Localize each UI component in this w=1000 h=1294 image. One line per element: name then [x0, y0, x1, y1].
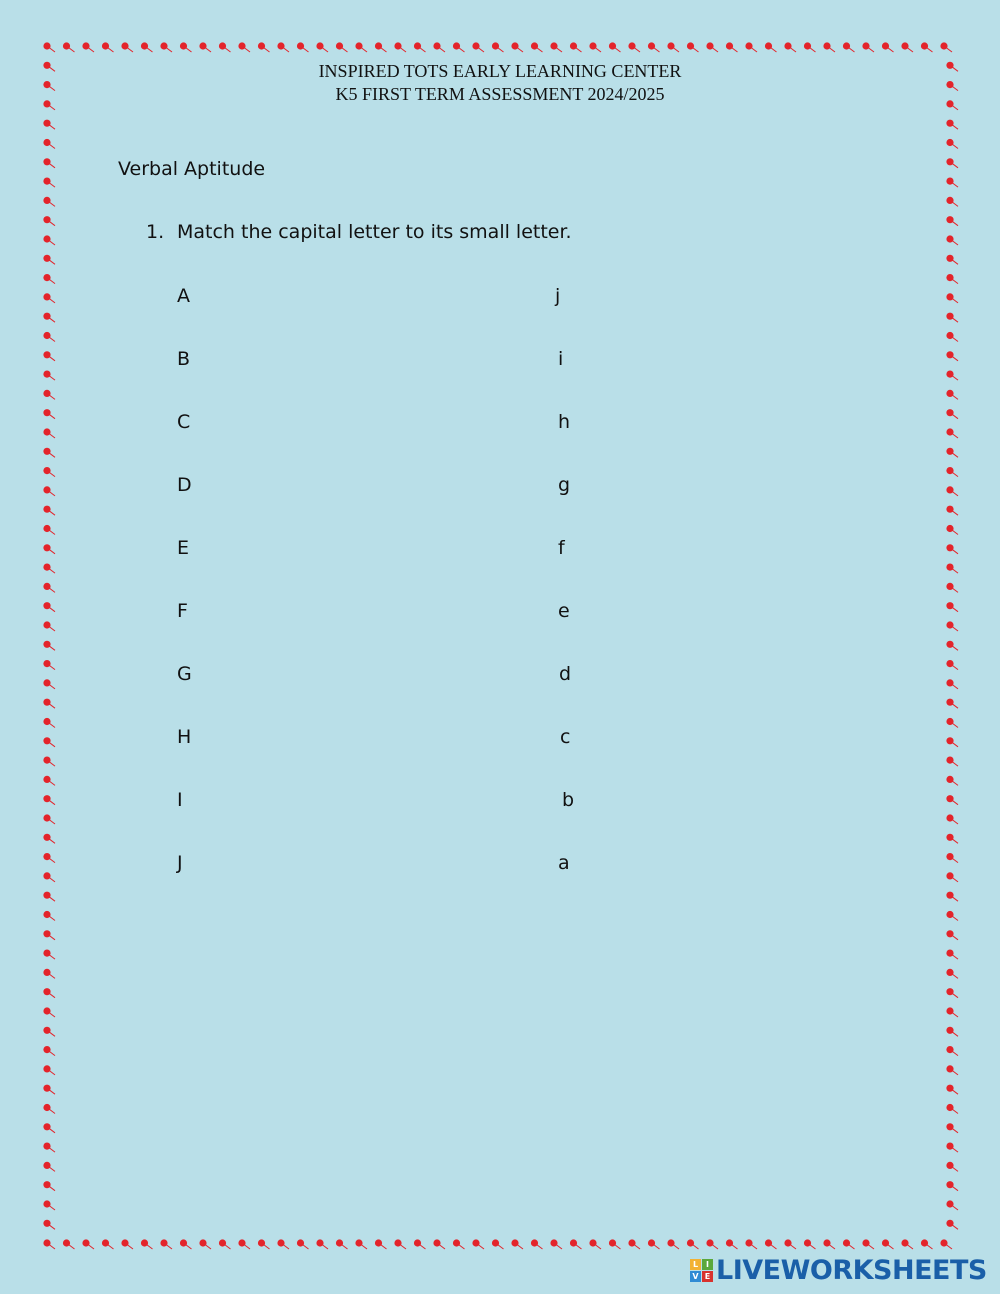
border-dot [946, 660, 953, 667]
border-dot [550, 1239, 557, 1246]
border-dot [414, 1239, 421, 1246]
border-dot [336, 1239, 343, 1246]
border-dot [784, 1239, 791, 1246]
border-dot [43, 1027, 50, 1034]
border-dot [946, 641, 953, 648]
border-dot [43, 814, 50, 821]
border-dot [82, 42, 89, 49]
assessment-title: K5 FIRST TERM ASSESSMENT 2024/2025 [335, 84, 665, 104]
border-dot [43, 679, 50, 686]
border-dot [316, 1239, 323, 1246]
school-name: INSPIRED TOTS EARLY LEARNING CENTER [318, 61, 682, 81]
border-dot [946, 525, 953, 532]
border-dot [946, 699, 953, 706]
border-dot [43, 313, 50, 320]
border-dot [43, 120, 50, 127]
border-dot [258, 42, 265, 49]
border-dot [355, 1239, 362, 1246]
border-dot [946, 814, 953, 821]
border-dot [946, 1027, 953, 1034]
border-dot [453, 42, 460, 49]
border-dot [946, 544, 953, 551]
border-dot [43, 197, 50, 204]
small-letter[interactable]: b [562, 789, 575, 811]
border-dot [946, 602, 953, 609]
border-dot [472, 42, 479, 49]
small-letter[interactable]: c [560, 726, 571, 748]
border-dot [946, 235, 953, 242]
border-dot [648, 42, 655, 49]
border-dot [726, 1239, 733, 1246]
border-dot [570, 42, 577, 49]
border-dot [706, 1239, 713, 1246]
border-dot [706, 42, 713, 49]
border-dot [921, 42, 928, 49]
border-dot [570, 1239, 577, 1246]
border-dot [946, 776, 953, 783]
border-dot [946, 564, 953, 571]
border-dot [946, 467, 953, 474]
border-dot [43, 621, 50, 628]
border-dot [414, 42, 421, 49]
border-dot [946, 506, 953, 513]
border-dot [43, 371, 50, 378]
border-dot [43, 1007, 50, 1014]
small-letter[interactable]: j [555, 285, 561, 307]
border-dot [394, 1239, 401, 1246]
capital-letter[interactable]: I [177, 789, 183, 811]
border-dot [472, 1239, 479, 1246]
border-dot [277, 42, 284, 49]
capital-letter[interactable]: D [177, 474, 192, 496]
border-dot [946, 197, 953, 204]
border-dot [43, 1085, 50, 1092]
border-dot [433, 42, 440, 49]
border-dot [921, 1239, 928, 1246]
border-dot [375, 42, 382, 49]
capital-letter[interactable]: A [177, 285, 190, 307]
border-dot [43, 834, 50, 841]
border-dot [511, 1239, 518, 1246]
border-dot [946, 1007, 953, 1014]
capital-letter[interactable]: H [177, 726, 192, 748]
border-dot [43, 486, 50, 493]
border-dot [43, 583, 50, 590]
capital-letter[interactable]: B [177, 348, 191, 370]
border-dot [43, 332, 50, 339]
border-dot [946, 583, 953, 590]
border-dot [43, 351, 50, 358]
border-dot [43, 428, 50, 435]
border-dot [102, 42, 109, 49]
border-dot [946, 371, 953, 378]
capital-letter[interactable]: C [177, 411, 191, 433]
border-dot [946, 158, 953, 165]
capital-letter[interactable]: E [177, 537, 190, 559]
border-dot [745, 1239, 752, 1246]
border-dot [946, 178, 953, 185]
border-dot [946, 139, 953, 146]
border-dot [336, 42, 343, 49]
border-dot [43, 1220, 50, 1227]
border-dot [946, 351, 953, 358]
border-dot [63, 1239, 70, 1246]
border-dot [375, 1239, 382, 1246]
border-dot [589, 1239, 596, 1246]
border-dot [141, 42, 148, 49]
logo-text: LIVEWORKSHEETS [716, 1254, 987, 1286]
border-dot [667, 42, 674, 49]
border-dot [882, 42, 889, 49]
border-dot [43, 776, 50, 783]
border-dot [531, 1239, 538, 1246]
small-letter[interactable]: g [558, 474, 571, 496]
border-dot [946, 950, 953, 957]
capital-letter[interactable]: F [177, 600, 188, 622]
border-dot [160, 42, 167, 49]
border-dot [589, 42, 596, 49]
small-letter[interactable]: d [559, 663, 572, 685]
border-dot [43, 42, 50, 49]
border-dot [946, 1065, 953, 1072]
border-dot [946, 872, 953, 879]
border-dot [394, 42, 401, 49]
border-dot [609, 42, 616, 49]
border-dot [43, 602, 50, 609]
border-dot [43, 1181, 50, 1188]
small-letter[interactable]: f [558, 537, 565, 559]
question-text: Match the capital letter to its small letter. [177, 221, 572, 243]
border-dot [667, 1239, 674, 1246]
border-dot [43, 293, 50, 300]
border-dot [946, 428, 953, 435]
border-dot [43, 853, 50, 860]
border-dot [946, 216, 953, 223]
logo-mark-icon: L I V E [690, 1259, 713, 1282]
border-dot [946, 120, 953, 127]
border-dot [946, 988, 953, 995]
border-dot [901, 42, 908, 49]
border-dot [946, 390, 953, 397]
border-dot [511, 42, 518, 49]
border-dot [946, 737, 953, 744]
border-dot [946, 486, 953, 493]
border-dot [745, 42, 752, 49]
border-dot [43, 757, 50, 764]
border-dot [946, 293, 953, 300]
border-dot [199, 42, 206, 49]
border-dot [63, 42, 70, 49]
border-dot [43, 950, 50, 957]
border-dot [43, 872, 50, 879]
border-dot [43, 409, 50, 416]
border-dot [43, 1143, 50, 1150]
border-dot [277, 1239, 284, 1246]
border-dot [946, 1123, 953, 1130]
border-dot [946, 834, 953, 841]
border-dot [43, 564, 50, 571]
border-dot [258, 1239, 265, 1246]
border-dot [946, 1085, 953, 1092]
border-dot [946, 409, 953, 416]
border-dot [765, 1239, 772, 1246]
capital-letter[interactable]: G [177, 663, 192, 685]
border-dot [43, 699, 50, 706]
border-dot [550, 42, 557, 49]
border-dot [843, 1239, 850, 1246]
border-dot [43, 525, 50, 532]
border-dot [940, 1239, 947, 1246]
border-dot [946, 448, 953, 455]
border-dot [43, 795, 50, 802]
border-dot [180, 42, 187, 49]
border-dot [946, 1143, 953, 1150]
border-dot [43, 255, 50, 262]
border-dot [43, 1239, 50, 1246]
border-dot [492, 1239, 499, 1246]
border-dot [946, 911, 953, 918]
border-dot [316, 42, 323, 49]
border-dot [687, 1239, 694, 1246]
liveworksheets-logo[interactable] [690, 1254, 987, 1286]
border-dot [648, 1239, 655, 1246]
border-dot [823, 1239, 830, 1246]
border-dot [946, 1162, 953, 1169]
section-title: Verbal Aptitude [118, 158, 266, 180]
border-dot [43, 1046, 50, 1053]
small-letter[interactable]: h [558, 411, 571, 433]
border-dot [804, 1239, 811, 1246]
border-dot [946, 1200, 953, 1207]
border-dot [297, 1239, 304, 1246]
border-dot [946, 930, 953, 937]
border-dot [946, 332, 953, 339]
border-dot [862, 1239, 869, 1246]
border-dot [43, 448, 50, 455]
border-dot [297, 42, 304, 49]
border-dot [946, 1046, 953, 1053]
border-dot [940, 42, 947, 49]
border-dot [238, 1239, 245, 1246]
border-dot [43, 892, 50, 899]
border-dot [43, 1123, 50, 1130]
border-dot [862, 42, 869, 49]
border-dot [43, 506, 50, 513]
border-dot [946, 313, 953, 320]
border-dot [43, 988, 50, 995]
border-dot [43, 1065, 50, 1072]
border-dot [901, 1239, 908, 1246]
border-dot [43, 467, 50, 474]
border-dot [43, 969, 50, 976]
border-dot [946, 718, 953, 725]
border-dot [238, 42, 245, 49]
border-dot [946, 255, 953, 262]
border-dot [82, 1239, 89, 1246]
small-letter[interactable]: e [558, 600, 570, 622]
border-dot [43, 216, 50, 223]
border-dot [43, 641, 50, 648]
capital-letter[interactable]: J [177, 852, 183, 874]
border-dot [180, 1239, 187, 1246]
border-dot [433, 1239, 440, 1246]
border-dot [43, 158, 50, 165]
border-dot [43, 544, 50, 551]
question-number: 1. [146, 221, 165, 243]
border-dot [946, 757, 953, 764]
border-dot [43, 1104, 50, 1111]
border-dot [946, 274, 953, 281]
border-dot [843, 42, 850, 49]
border-dot [43, 178, 50, 185]
border-dot [141, 1239, 148, 1246]
border-dot [628, 42, 635, 49]
border-dot [946, 1220, 953, 1227]
small-letter[interactable]: i [558, 348, 564, 370]
border-dot [219, 42, 226, 49]
border-dot [43, 660, 50, 667]
border-dot [765, 42, 772, 49]
border-dot [492, 42, 499, 49]
border-dot [43, 718, 50, 725]
border-dot [453, 1239, 460, 1246]
border-dot [199, 1239, 206, 1246]
border-dot [946, 621, 953, 628]
border-dot [628, 1239, 635, 1246]
border-dot [823, 42, 830, 49]
border-dot [121, 42, 128, 49]
border-dot [43, 1200, 50, 1207]
border-dot [946, 679, 953, 686]
border-dot [946, 892, 953, 899]
border-dot [121, 1239, 128, 1246]
border-dot [102, 1239, 109, 1246]
small-letter[interactable]: a [558, 852, 570, 874]
border-dot [43, 235, 50, 242]
border-dot [43, 1162, 50, 1169]
border-dot [43, 139, 50, 146]
border-dot [882, 1239, 889, 1246]
border-dot [687, 42, 694, 49]
border-dot [43, 911, 50, 918]
border-dot [946, 1104, 953, 1111]
border-dot [219, 1239, 226, 1246]
border-dot [160, 1239, 167, 1246]
border-dot [946, 1181, 953, 1188]
border-dot [43, 930, 50, 937]
border-dot [784, 42, 791, 49]
border-dot [43, 274, 50, 281]
border-dot [946, 969, 953, 976]
border-dot [726, 42, 733, 49]
border-dot [804, 42, 811, 49]
border-dot [355, 42, 362, 49]
border-dot [43, 737, 50, 744]
border-dot [946, 795, 953, 802]
border-dot [531, 42, 538, 49]
border-dot [946, 853, 953, 860]
border-dot [43, 390, 50, 397]
border-dot [609, 1239, 616, 1246]
